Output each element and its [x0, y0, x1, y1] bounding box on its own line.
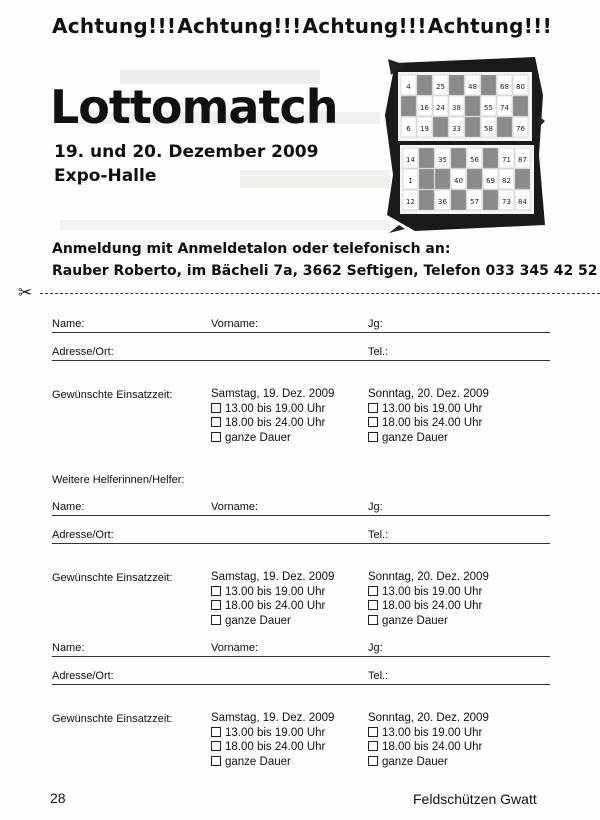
name-label: Name: [52, 318, 85, 330]
ticket-number: 71 [502, 156, 511, 164]
ticket-cell [417, 75, 432, 95]
ticket-number: 33 [452, 125, 461, 133]
name-line[interactable] [52, 515, 550, 516]
saturday-label: Samstag, 19. Dez. 2009 [211, 388, 335, 400]
event-venue: Expo-Halle [54, 166, 157, 186]
tel-label: Tel.: [368, 670, 389, 682]
ticket-cell [483, 190, 498, 210]
adresse-line[interactable] [52, 684, 550, 685]
ticket-number: 1 [408, 177, 413, 185]
sunday-label: Sonntag, 20. Dez. 2009 [368, 388, 489, 400]
ticket-cell [515, 169, 530, 189]
checkbox[interactable] [368, 586, 378, 596]
saturday-options [211, 711, 334, 769]
checkbox[interactable] [211, 600, 221, 610]
sunday-option-2[interactable]: 18.00 bis 24.00 Uhr [368, 599, 489, 614]
checkbox[interactable] [368, 403, 378, 413]
saturday-options [211, 570, 334, 628]
tel-label: Tel.: [368, 346, 389, 358]
checkbox[interactable] [368, 615, 378, 625]
ticket-number: 69 [486, 177, 495, 185]
event-title: Lottomatch [50, 80, 338, 134]
ticket-number: 14 [406, 156, 415, 164]
ticket-cell [483, 148, 498, 168]
achtung-4: Achtung!!! [427, 14, 552, 38]
ticket-number: 25 [436, 83, 445, 91]
ticket-number: 73 [502, 198, 511, 206]
saturday-option-2[interactable]: 18.00 bis 24.00 Uhr [211, 599, 334, 614]
checkbox[interactable] [368, 756, 378, 766]
name-label: Name: [52, 501, 85, 513]
vorname-label: Vorname: [211, 501, 259, 513]
ticket-number: 82 [502, 177, 511, 185]
saturday-option-3[interactable]: ganze Dauer [211, 431, 334, 446]
ticket-cell [433, 117, 448, 137]
ticket-number: 38 [452, 104, 461, 112]
adresse-label: Adresse/Ort: [52, 529, 114, 541]
vorname-label: Vorname: [211, 318, 259, 330]
ticket-cell [465, 96, 480, 116]
ticket-number: 58 [484, 125, 493, 133]
ticket-number: 74 [500, 104, 509, 112]
sunday-option-2[interactable]: 18.00 bis 24.00 Uhr [368, 416, 489, 431]
saturday-option-1[interactable]: 13.00 bis 19.00 Uhr [211, 402, 334, 417]
saturday-option-1[interactable]: 13.00 bis 19.00 Uhr [211, 726, 334, 741]
name-line[interactable] [52, 656, 550, 657]
checkbox[interactable] [368, 432, 378, 442]
scissors-icon: ✂ [18, 283, 33, 302]
jg-label: Jg: [368, 501, 383, 513]
sunday-option-1[interactable]: 13.00 bis 19.00 Uhr [368, 402, 489, 417]
sunday-option-3[interactable]: ganze Dauer [368, 431, 489, 446]
sunday-options [368, 711, 489, 769]
ticket-cell [449, 75, 464, 95]
adresse-label: Adresse/Ort: [52, 346, 114, 358]
checkbox[interactable] [368, 727, 378, 737]
cut-line [40, 293, 600, 294]
ticket-number: 87 [518, 156, 527, 164]
checkbox[interactable] [211, 615, 221, 625]
ticket-number: 19 [420, 125, 429, 133]
ticket-cell [497, 117, 512, 137]
sunday-option-2[interactable]: 18.00 bis 24.00 Uhr [368, 740, 489, 755]
adresse-label: Adresse/Ort: [52, 670, 114, 682]
ticket-cell [465, 117, 480, 137]
ticket-number: 57 [470, 198, 479, 206]
ticket-cell [481, 75, 496, 95]
checkbox[interactable] [211, 403, 221, 413]
ticket-number: 56 [470, 156, 479, 164]
saturday-option-2[interactable]: 18.00 bis 24.00 Uhr [211, 416, 334, 431]
achtung-1: Achtung!!! [52, 14, 177, 38]
lotto-ticket-svg [385, 55, 545, 233]
sunday-label: Sonntag, 20. Dez. 2009 [368, 571, 489, 583]
ticket-number: 16 [420, 104, 429, 112]
ticket-number: 4 [406, 83, 411, 91]
ticket-cell [419, 190, 434, 210]
saturday-label: Samstag, 19. Dez. 2009 [211, 712, 335, 724]
jg-label: Jg: [368, 318, 383, 330]
sunday-label: Sonntag, 20. Dez. 2009 [368, 712, 489, 724]
vorname-label: Vorname: [211, 642, 259, 654]
ticket-cell [419, 169, 434, 189]
einsatz-label: Gewünschte Einsatzzeit: [52, 713, 173, 725]
checkbox[interactable] [211, 727, 221, 737]
registration-info: Anmeldung mit Anmeldetalon oder telefonisch an: [52, 241, 451, 257]
ticket-number: 36 [438, 198, 447, 206]
saturday-label: Samstag, 19. Dez. 2009 [211, 571, 335, 583]
adresse-line[interactable] [52, 360, 550, 361]
checkbox[interactable] [211, 756, 221, 766]
ticket-cell [467, 169, 482, 189]
achtung-2: Achtung!!! [177, 14, 302, 38]
ticket-cell [451, 190, 466, 210]
lotto-ticket-image [385, 55, 545, 233]
event-date: 19. und 20. Dezember 2009 [54, 142, 319, 162]
adresse-line[interactable] [52, 543, 550, 544]
achtung-3: Achtung!!! [302, 14, 427, 38]
checkbox[interactable] [211, 586, 221, 596]
page-number: 28 [50, 790, 66, 806]
name-line[interactable] [52, 332, 550, 333]
name-label: Name: [52, 642, 85, 654]
ticket-number: 76 [516, 125, 525, 133]
saturday-options [211, 387, 334, 445]
ticket-number: 68 [500, 83, 509, 91]
sunday-option-1[interactable]: 13.00 bis 19.00 Uhr [368, 726, 489, 741]
ticket-number: 40 [454, 177, 463, 185]
tel-label: Tel.: [368, 529, 389, 541]
ticket-number: 6 [406, 125, 411, 133]
sunday-option-3[interactable]: ganze Dauer [368, 614, 489, 629]
checkbox[interactable] [368, 600, 378, 610]
club-name: Feldschützen Gwatt [413, 791, 537, 807]
ticket-cell [419, 148, 434, 168]
sunday-options [368, 570, 489, 628]
registration-contact: Rauber Roberto, im Bächeli 7a, 3662 Seftigen, Telefon 033 345 42 52 [52, 263, 598, 279]
checkbox[interactable] [211, 432, 221, 442]
ticket-cell [451, 148, 466, 168]
achtung-banner [52, 14, 552, 38]
sunday-option-3[interactable]: ganze Dauer [368, 755, 489, 770]
saturday-option-3[interactable]: ganze Dauer [211, 614, 334, 629]
checkbox[interactable] [211, 417, 221, 427]
sunday-option-1[interactable]: 13.00 bis 19.00 Uhr [368, 585, 489, 600]
checkbox[interactable] [368, 417, 378, 427]
ticket-number: 80 [516, 83, 525, 91]
ticket-cell [401, 96, 416, 116]
ticket-number: 48 [468, 83, 477, 91]
saturday-option-1[interactable]: 13.00 bis 19.00 Uhr [211, 585, 334, 600]
saturday-option-3[interactable]: ganze Dauer [211, 755, 334, 770]
ticket-cell [513, 96, 528, 116]
weitere-label: Weitere Helferinnen/Helfer: [52, 474, 185, 486]
jg-label: Jg: [368, 642, 383, 654]
checkbox[interactable] [368, 741, 378, 751]
ticket-number: 35 [438, 156, 447, 164]
ticket-cell [435, 169, 450, 189]
saturday-option-2[interactable]: 18.00 bis 24.00 Uhr [211, 740, 334, 755]
checkbox[interactable] [211, 741, 221, 751]
ticket-number: 84 [518, 198, 527, 206]
sunday-options [368, 387, 489, 445]
einsatz-label: Gewünschte Einsatzzeit: [52, 572, 173, 584]
ticket-number: 24 [436, 104, 445, 112]
einsatz-label: Gewünschte Einsatzzeit: [52, 389, 173, 401]
ticket-number: 12 [406, 198, 415, 206]
ticket-number: 55 [484, 104, 493, 112]
